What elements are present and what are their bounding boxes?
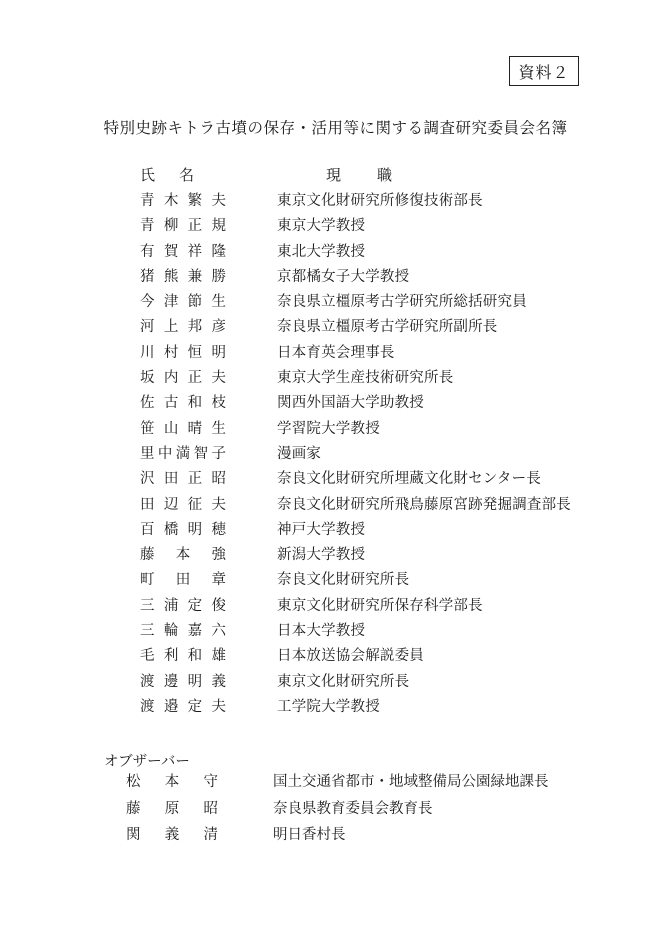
person-position: 日本大学教授 [277,623,366,640]
person-position: 明日香村長 [273,827,346,843]
member-row [0,621,661,646]
member-row [0,216,661,241]
person-name: 青 木 繁 夫 [140,193,226,209]
person-position: 国土交通省都市・地域整備局公園緑地課長 [273,774,549,790]
person-position: 東京文化財研究所修復技術部長 [277,193,483,209]
member-row [0,393,661,418]
person-name: 有 賀 祥 隆 [140,243,226,260]
person-position: 奈良県教育委員会教育長 [273,800,433,817]
member-row [0,596,661,621]
person-position: 学習院大学教授 [277,420,380,437]
person-position: 関西外国語大学助教授 [277,395,424,412]
person-name: 藤 本 強 [140,547,226,564]
person-name: 百 橋 明 穂 [140,521,226,538]
member-row [0,570,661,595]
person-position: 奈良文化財研究所長 [277,572,410,589]
person-name: 沢 田 正 昭 [140,471,226,488]
member-row [0,444,661,469]
member-row [0,646,661,671]
person-name: 三 浦 定 俊 [140,597,226,614]
member-row [0,469,661,494]
person-position: 工学院大学教授 [277,698,380,715]
observer-row [0,772,661,799]
person-name: 猪 熊 兼 勝 [140,268,226,285]
column-header-position: 現職 [326,166,429,184]
member-row [0,343,661,368]
member-row [0,495,661,520]
person-position: 東北大学教授 [277,243,366,260]
member-row [0,545,661,570]
person-position: 奈良県立橿原考古学研究所総括研究員 [277,294,527,311]
person-name: 藤 原 昭 [126,800,218,817]
document-badge: 資料２ [509,56,579,86]
person-name: 坂 内 正 夫 [140,370,226,387]
person-name: 笹 山 晴 生 [140,420,226,437]
member-row [0,419,661,444]
observer-list [0,772,661,852]
member-row [0,317,661,342]
person-position: 東京大学生産技術研究所長 [277,370,454,387]
person-name: 町 田 章 [140,572,226,589]
person-name: 関 義 清 [126,827,218,843]
person-name: 松 本 守 [126,774,218,790]
person-position: 東京大学教授 [277,218,366,235]
column-header-name: 氏名 [140,166,219,184]
person-position: 漫画家 [277,445,322,462]
person-position: 新潟大学教授 [277,547,366,564]
person-position: 奈良文化財研究所埋蔵文化財センター長 [277,471,542,488]
person-name: 青 柳 正 規 [140,218,226,235]
member-row [0,697,661,722]
member-row [0,368,661,393]
person-name: 渡 邉 定 夫 [140,698,226,715]
person-name: 三 輪 嘉 六 [140,623,226,640]
person-name: 川 村 恒 明 [140,344,226,361]
person-name: 河 上 邦 彦 [140,319,226,336]
person-position: 東京文化財研究所保存科学部長 [277,597,483,614]
member-list [0,191,661,722]
person-name: 毛 利 和 雄 [140,648,226,665]
person-name: 田 辺 征 夫 [140,496,226,513]
person-name: 渡 邊 明 義 [140,673,226,690]
person-position: 日本育英会理事長 [277,344,395,361]
person-position: 神戸大学教授 [277,521,366,538]
person-name: 佐 古 和 枝 [140,395,226,412]
member-row [0,672,661,697]
document-title: 特別史跡キトラ古墳の保存・活用等に関する調査研究委員会名簿 [103,119,568,137]
person-position: 東京文化財研究所長 [277,673,410,690]
observer-heading: オブザーバー [104,754,190,770]
member-row [0,292,661,317]
member-row [0,191,661,216]
person-name: 今 津 節 生 [140,294,226,311]
person-position: 日本放送協会解説委員 [277,648,424,665]
person-name: 里 中 満 智 子 [140,445,226,462]
observer-row [0,799,661,826]
member-row [0,520,661,545]
person-position: 奈良県立橿原考古学研究所副所長 [277,319,498,336]
person-position: 奈良文化財研究所飛鳥藤原宮跡発掘調査部長 [277,496,571,513]
member-row [0,267,661,292]
person-position: 京都橘女子大学教授 [277,268,410,285]
observer-row [0,825,661,852]
member-row [0,242,661,267]
